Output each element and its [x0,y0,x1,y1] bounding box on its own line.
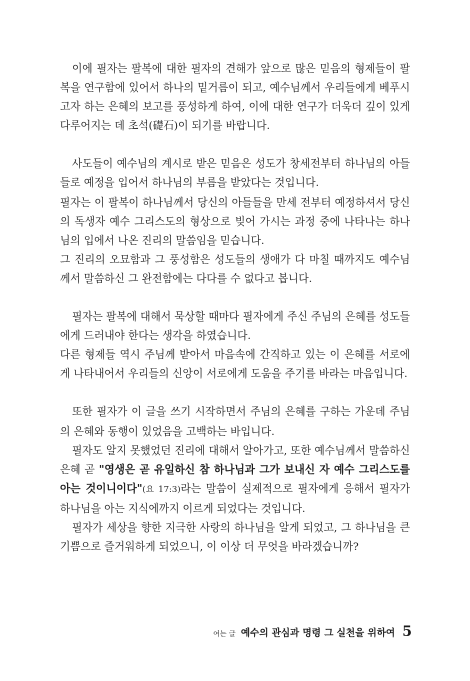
paragraph-3a: 필자는 팔복에 대해서 묵상할 때마다 필자에게 주신 주님의 은혜를 성도들에게 드러내야 한다는 생각을 하였습니다. [60,311,410,343]
scripture-quote: "영생은 곧 유일하신 참 하나님과 그가 보내신 자 예수 그리스도를 아는 것이니이다" [60,463,410,495]
paragraph-3b: 다른 형제들 역시 주님께 받아서 마음속에 간직하고 있는 이 은혜를 서로에게 나타내어서 우리들의 신앙이 서로에게 도움을 주기를 바라는 마음입니다. [60,349,410,381]
paragraph-2b: 필자는 이 팔복이 하나님께서 당신의 아들들을 만세 전부터 예정하셔서 당신의 독생자 예수 그리스도의 형상으로 빚어 가시는 과정 중에 나타나는 하나님의 입에서 나온 진리의 말씀임을 믿습니다. [60,196,410,247]
paragraph-4b-text: 필자도 알지 못했었던 진리에 대해서 알아가고, 또한 예수님께서 말씀하신 은혜 곧 [60,444,410,476]
scripture-reference: (요 17:3) [142,484,181,495]
paragraph-4b-text-end: 라는 말씀이 실제적으로 필자에게 응해서 필자가 하나님을 아는 지식에까지 이르게 되었다는 것입니다. [60,482,411,515]
paragraph-1: 이에 필자는 팔복에 대한 필자의 견해가 앞으로 많은 믿음의 형제들이 팔복을 연구함에 있어서 하나의 밑거름이 되고, 예수님께서 우리들에게 베푸시고자 하는 은혜의 보고를 풍성하게 하여, 이에 대한 연구가 더욱더 깊이 있게 다루어지는 데 초석(礎石)이 되기를 바랍니다. [60,63,410,133]
paragraph-2c: 그 진리의 오묘함과 그 풍성함은 성도들의 생애가 다 마칠 때까지도 예수님께서 말씀하신 그 완전함에는 다다를 수 없다고 봅니다. [60,253,410,285]
footer-book-title: 예수의 관심과 명령 그 실천을 위하여 [240,628,396,639]
page-footer [213,624,412,640]
body-text [60,60,410,557]
paragraph-4c: 필자가 세상을 향한 지극한 사랑의 하나님을 알게 되었고, 그 하나님을 큰 기쁨으로 즐거워하게 되었으니, 이 이상 더 무엇을 바라겠습니까? [60,521,410,554]
paragraph-gap [60,136,410,155]
paragraph-2a: 사도들이 예수님의 계시로 받은 믿음은 성도가 창세전부터 하나님의 아들들로 예정을 입어서 하나님의 부름을 받았다는 것입니다. [60,158,410,190]
page-number: 5 [402,624,412,640]
paragraph-gap [60,384,410,403]
footer-section-label: 여는 글 [213,630,236,638]
paragraph-4a: 또한 필자가 이 글을 쓰기 시작하면서 주님의 은혜를 구하는 가운데 주님의 은혜와 동행이 있었음을 고백하는 바입니다. [60,406,410,438]
paragraph-gap [60,289,410,308]
paragraph-4b [60,442,410,519]
